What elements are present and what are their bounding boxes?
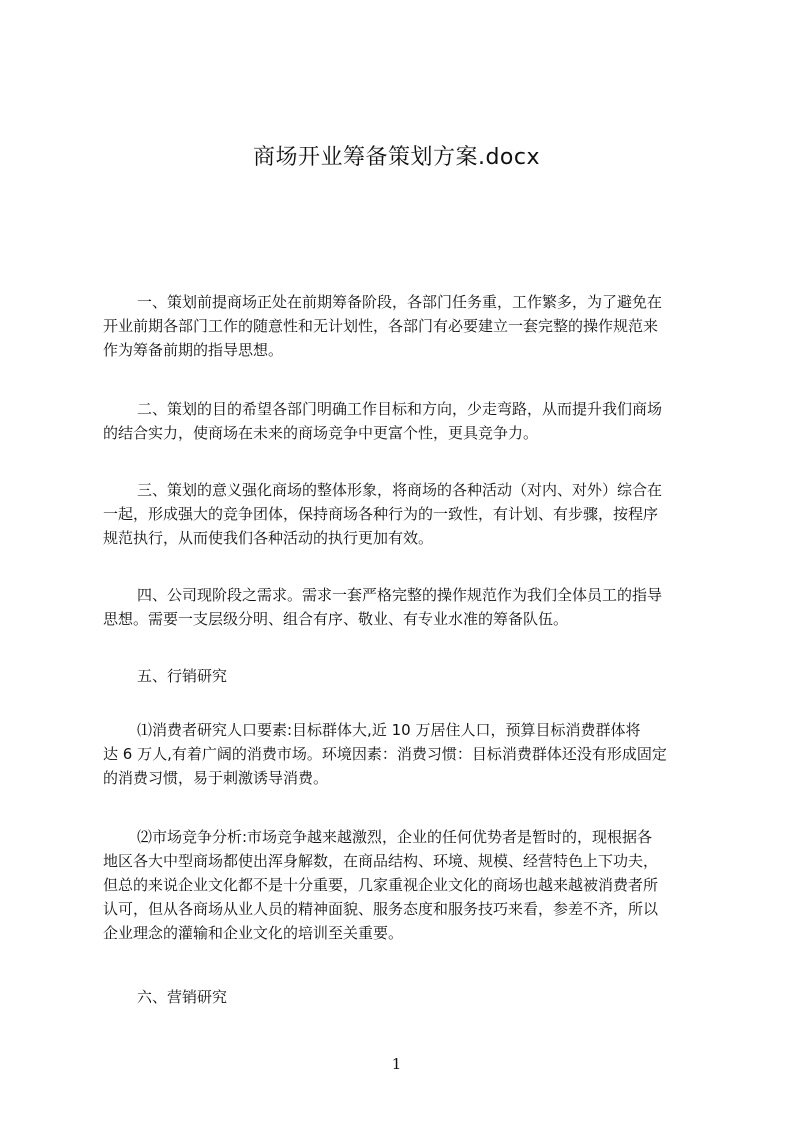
paragraph-line: ⑴消费者研究人口要素:目标群体大,近 10 万居住人口，预算目标消费群体将 xyxy=(137,721,641,739)
paragraph-line: 的消费习惯，易于刺激诱导消费。 xyxy=(103,769,329,787)
paragraph-line: 一、策划前提商场正处在前期筹备阶段，各部门任务重，工作繁多，为了避免在 xyxy=(137,293,663,311)
section-heading-marketing-research xyxy=(103,985,701,1009)
paragraph-line: 思想。需要一支层级分明、组合有序、敬业、有专业水准的筹备队伍。 xyxy=(103,610,569,628)
document-title: 商场开业筹备策划方案.docx xyxy=(252,145,541,170)
paragraph-line: 的结合实力，使商场在未来的商场竞争中更富个性，更具竞争力。 xyxy=(103,424,539,442)
paragraph-line: 达 6 万人,有着广阔的消费市场。环境因素：消费习惯：目标消费群体还没有形成固定 xyxy=(103,745,667,763)
paragraph-line: 二、策划的目的希望各部门明确工作目标和方向，少走弯路，从而提升我们商场 xyxy=(137,400,663,418)
paragraph-line: 三、策划的意义强化商场的整体形象，将商场的各种活动（对内、对外）综合在 xyxy=(137,481,663,499)
paragraph-company-needs xyxy=(103,583,701,631)
paragraph-competition-analysis xyxy=(103,825,701,945)
paragraph-line: 一起，形成强大的竞争团体，保持商场各种行为的一致性，有计划、有步骤，按程序 xyxy=(103,505,659,523)
paragraph-strategy-purpose xyxy=(103,397,701,445)
paragraph-consumer-research xyxy=(103,718,701,790)
page-number: 1 xyxy=(391,1055,402,1073)
section-heading: 五、行销研究 xyxy=(137,667,228,685)
paragraph-line: 认可，但从各商场从业人员的精神面貌、服务态度和服务技巧来看，参差不齐，所以 xyxy=(103,900,659,918)
paragraph-strategy-premise xyxy=(103,290,701,362)
paragraph-line: 规范执行，从而使我们各种活动的执行更加有效。 xyxy=(103,529,434,547)
section-heading-market-research xyxy=(103,664,701,688)
paragraph-line: 企业理念的灌输和企业文化的培训至关重要。 xyxy=(103,924,404,942)
paragraph-line: 四、公司现阶段之需求。需求一套严格完整的操作规范作为我们全体员工的指导 xyxy=(137,586,663,604)
paragraph-line: 地区各大中型商场都使出浑身解数，在商品结构、环境、规模、经营特色上下功夫， xyxy=(103,852,659,870)
section-heading: 六、营销研究 xyxy=(137,988,228,1006)
paragraph-line: ⑵市场竞争分析:市场竞争越来越激烈，企业的任何优势者是暂时的，现根据各 xyxy=(137,828,653,846)
paragraph-line: 作为筹备前期的指导思想。 xyxy=(103,341,284,359)
paragraph-line: 开业前期各部门工作的随意性和无计划性，各部门有必要建立一套完整的操作规范来 xyxy=(103,317,659,335)
paragraph-line: 但总的来说企业文化都不是十分重要，几家重视企业文化的商场也越来越被消费者所 xyxy=(103,876,659,894)
paragraph-strategy-significance xyxy=(103,478,701,550)
